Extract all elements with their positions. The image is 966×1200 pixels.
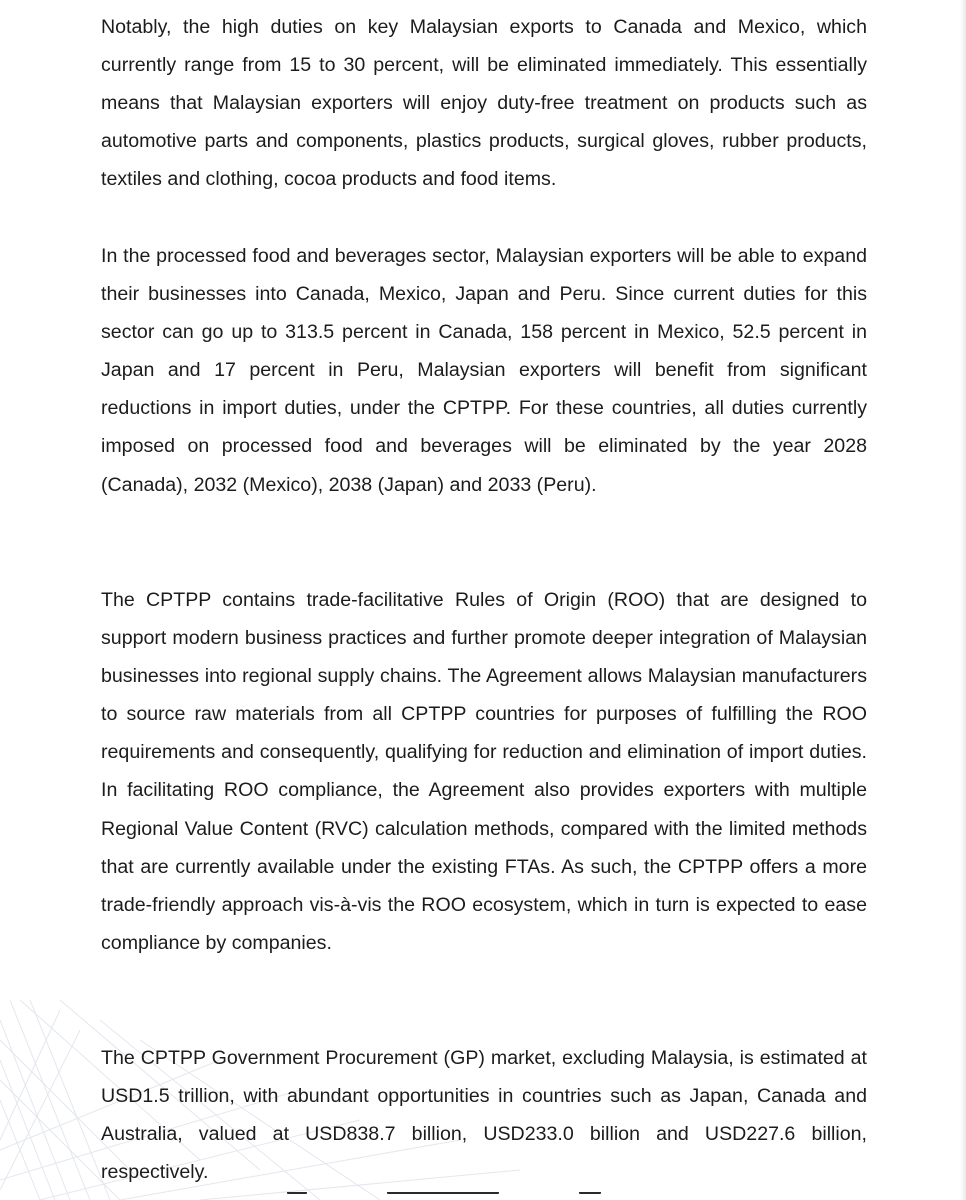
paragraph-3: The CPTPP contains trade-facilitative Rules of Origin (ROO) that are designed to support modern business practices and further promote deeper integration of Malaysian businesses into regional supply chains. The Agreement allows Malaysian manufacturers to source raw materials from all CPTPP countries for purposes of fulfilling the ROO requirements and consequently, qualifying for reduction and elimination of import duties. In facilitating ROO compliance, the Agreement also provides exporters with multiple Regional Value Content (RVC) calculation methods, compared with the limited methods that are currently available under the existing FTAs. As such, the CPTPP offers a more trade-friendly approach vis-à-vis the ROO ecosystem, which in turn is expected to ease compliance by companies. (101, 589, 867, 954)
page-edge (960, 0, 966, 1200)
cut-off-heading (101, 1192, 701, 1200)
paragraph-2: In the processed food and beverages sector, Malaysian exporters will be able to expand their businesses into Canada, Mexico, Japan and Peru. Since current duties for this sector can go up to 313.5 percent in Canada, 158 percent in Mexico, 52.5 percent in Japan and 17 percent in Peru, Malaysian exporters will benefit from significant reductions in import duties, under the CPTPP. For these countries, all duties currently imposed on processed food and beverages will be eliminated by the year 2028 (Canada), 2032 (Mexico), 2038 (Japan) and 2033 (Peru). (101, 245, 867, 496)
paragraph-4: The CPTPP Government Procurement (GP) market, excluding Malaysia, is estimated at USD1.5 trillion, with abundant opportunities in countries such as Japan, Canada and Australia, valued at USD838.7 billion, USD233.0 billion and USD227.6 billion, respectively. (101, 1047, 867, 1184)
paragraph-1: Notably, the high duties on key Malaysian exports to Canada and Mexico, which currently range from 15 to 30 percent, will be eliminated immediately. This essentially means that Malaysian exporters will enjoy duty-free treatment on products such as automotive parts and components, plastics products, surgical gloves, rubber products, textiles and clothing, cocoa products and food items. (101, 16, 867, 191)
